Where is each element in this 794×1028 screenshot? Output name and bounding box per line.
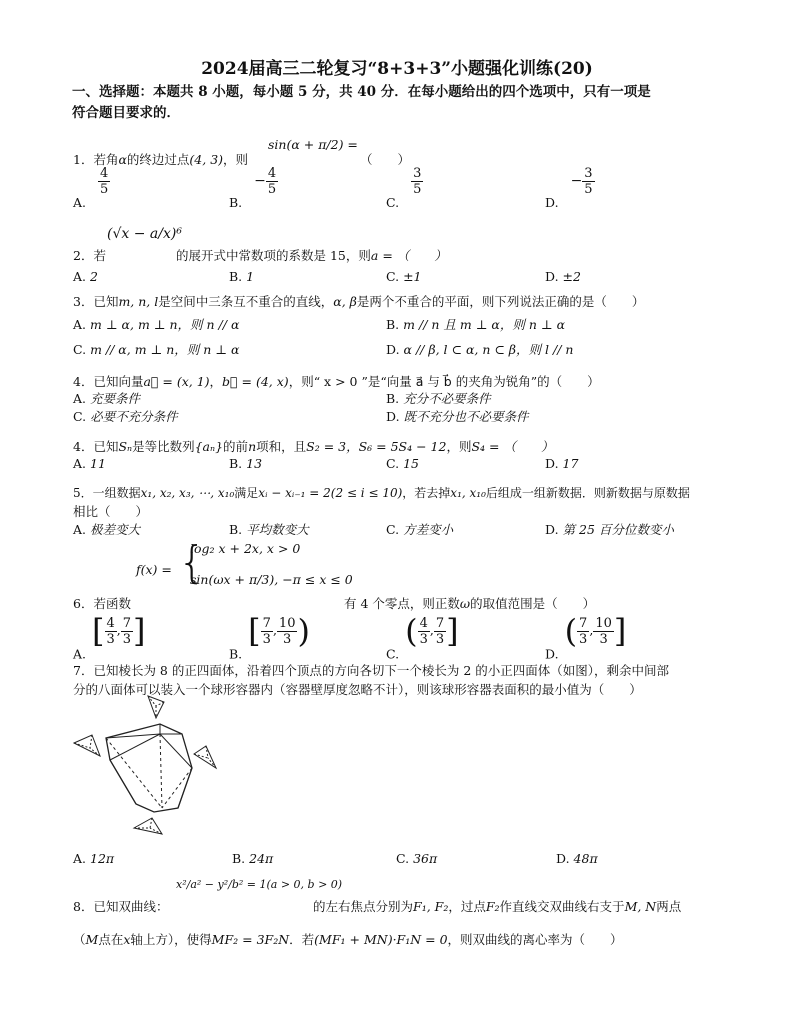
q6-case2 [190, 572, 353, 587]
q4a-option-c [73, 407, 178, 425]
option-label: C. [386, 195, 400, 210]
q5-cond: xᵢ − xᵢ₋₁ = 2(2 ≤ i ≤ 10) [258, 486, 403, 500]
option-label: B. [232, 851, 246, 866]
option-label: D. [545, 522, 559, 537]
option-label: C. [73, 342, 87, 357]
option-text: 36π [413, 851, 438, 866]
fraction-numerator: 7 [262, 615, 271, 631]
q1-point: (4, 3) [189, 152, 224, 167]
q8-text-e: 两点 [656, 899, 682, 914]
option-text: 极差变大 [90, 522, 141, 537]
fraction-numerator: 10 [595, 615, 612, 631]
q6-fx-label: f(x) = [136, 562, 172, 577]
option-label: B. [229, 456, 243, 471]
q4b-sn: Sₙ [118, 439, 133, 454]
q6-case1 [190, 541, 300, 556]
q5-text-a: 5．一组数据 [73, 486, 141, 500]
option-sign: − [570, 173, 583, 189]
q3-text-c: 是两个不重合的平面，则下列说法正确的是（ ） [356, 294, 645, 309]
interval-comma: , [116, 622, 121, 638]
q8-text-2b: 点在 [98, 932, 124, 947]
q2-option-d [545, 269, 581, 284]
interval-lower-fraction [261, 616, 273, 647]
option-text: 必要不充分条件 [90, 409, 178, 424]
q7-option-d [556, 851, 598, 866]
option-fraction [98, 166, 110, 197]
interval-comma: , [589, 622, 594, 638]
option-label: C. [73, 409, 87, 424]
q6-text-b: 有 4 个零点，则正数 [344, 596, 460, 611]
option-label: A. [73, 646, 87, 662]
option-label: C. [386, 269, 400, 284]
q4a-vector-b: b⃗ = (4, x) [222, 374, 289, 389]
section-header-line1: 一、选择题：本题共 8 小题，每小题 5 分，共 40 分．在每小题给出的四个选项中，只有一项是 [72, 84, 651, 100]
small-tetrahedron-right [194, 746, 216, 768]
fraction-numerator: 3 [413, 166, 422, 181]
q6-option-b [229, 612, 310, 662]
q8-stem-line1 [313, 897, 681, 915]
q4b-stem [73, 437, 553, 455]
option-label: D. [386, 342, 400, 357]
fraction-denominator: 3 [106, 631, 115, 647]
fraction-numerator: 7 [122, 615, 132, 631]
option-label: B. [229, 269, 243, 284]
option-label: D. [386, 409, 400, 424]
q5-option-b [229, 520, 309, 538]
q4b-cond: S₂ = 3，S₆ = 5S₄ − 12 [306, 439, 447, 454]
option-label: C. [386, 646, 400, 662]
q8-text-c: ，过点 [448, 899, 486, 914]
interval-right-bracket: ] [133, 612, 146, 650]
fraction-numerator: 4 [100, 166, 109, 181]
q1-option-a [73, 166, 110, 210]
q1-paren: （ ） [360, 152, 411, 167]
q2-option-a [73, 269, 98, 284]
q7-option-c [396, 851, 437, 866]
q4b-option-b [229, 456, 262, 471]
q7-stem-line2: 分的八面体可以装入一个球形容器内（容器壁厚度忽略不计），则该球形容器表面积的最小值为（ ） [73, 682, 642, 697]
q1-option-b [229, 166, 278, 210]
option-label: A. [73, 317, 87, 332]
q5-data: x₁, x₂, x₃, ⋯, x₁₀ [140, 486, 235, 500]
interval-lower-fraction [577, 616, 589, 647]
q5-stem-line2: 相比（ ） [73, 504, 149, 519]
option-text: ±1 [403, 269, 422, 284]
q3-option-d [386, 340, 573, 358]
main-octahedron [106, 724, 192, 812]
section-header-line2: 符合题目要求的． [72, 105, 180, 121]
option-text: 12π [90, 851, 115, 866]
q8-x: x [123, 932, 131, 947]
option-text: 24π [249, 851, 274, 866]
q4b-option-d [545, 456, 578, 471]
q1-expr: sin(α + π/2) = [268, 137, 358, 152]
interval-left-bracket: ( [405, 612, 418, 650]
option-label: D. [545, 269, 559, 284]
fraction-numerator: 3 [584, 166, 593, 181]
q8-text-2e: ，则双曲线的离心率为（ ） [447, 932, 623, 947]
option-label: A. [73, 391, 87, 406]
q4a-sep: ， [209, 374, 223, 389]
q4b-text-a: 4．已知 [73, 439, 119, 454]
q6-fx [136, 562, 172, 577]
q5-option-d [545, 520, 674, 538]
fraction-numerator: 7 [579, 615, 588, 631]
option-label: A. [73, 851, 87, 866]
q6-option-a [73, 612, 146, 662]
q8-mn: M, N [624, 899, 657, 914]
option-label: D. [556, 851, 570, 866]
q2-expr: (√x − a/x)⁶ [107, 226, 182, 242]
q8-f2: F₂ [485, 899, 500, 914]
q4b-option-a [73, 456, 106, 471]
q6-omega: ω [459, 596, 471, 611]
q3-option-b [386, 315, 565, 333]
option-text: 15 [403, 456, 419, 471]
fraction-numerator: 4 [419, 615, 428, 631]
q4a-option-d [386, 407, 529, 425]
option-text: 48π [573, 851, 598, 866]
q7-figure [70, 688, 230, 857]
q1-text-b: 的终边过点 [126, 152, 190, 167]
q4b-ask: S₄ = （ ） [471, 439, 554, 454]
q4a-text-a: 4．已知向量 [73, 374, 144, 389]
q2-var: a = （ ） [370, 248, 447, 263]
interval-right-bracket: ] [613, 612, 627, 650]
interval-upper-fraction [434, 616, 446, 647]
q7-option-b [232, 851, 273, 866]
q4a-option-b [386, 389, 491, 407]
fraction-denominator: 3 [262, 631, 271, 647]
q8-curve-text: x²/a² − y²/b² = 1(a > 0, b > 0) [176, 878, 343, 891]
q5-text-d: 后组成一组新数据．则新数据与原数据 [485, 486, 690, 500]
option-text: m // α, m ⊥ n，则 n ⊥ α [90, 342, 240, 357]
option-text: m ⊥ α, m ⊥ n，则 n // α [90, 317, 240, 332]
q3-text-a: 3．已知 [73, 294, 119, 309]
q6-case2-text: sin(ωx + π/3), −π ≤ x ≤ 0 [190, 572, 353, 587]
q8-cond2: (MF₁ + MN)·F₁N = 0 [314, 932, 448, 947]
q6-case1-text: log₂ x + 2x, x > 0 [190, 541, 301, 556]
option-text: 充要条件 [90, 391, 141, 406]
interval-upper-fraction [277, 616, 298, 647]
q1-text-a: 1．若角 [73, 152, 119, 167]
option-text: m // n 且 m ⊥ α，则 n ⊥ α [403, 317, 566, 332]
q6-stem-a: 6．若函数 [73, 596, 131, 611]
option-label: D. [545, 195, 559, 210]
q3-stem [73, 292, 644, 310]
q1-text-c: ，则 [223, 152, 249, 167]
fraction-denominator: 3 [283, 631, 292, 647]
q1-expression [268, 137, 358, 152]
q5-text-c: ，若去掉 [402, 486, 451, 500]
fraction-numerator: 10 [278, 615, 296, 631]
q2-stem-b [176, 246, 447, 264]
interval-left-bracket: [ [92, 612, 105, 650]
option-text: 方差变小 [403, 522, 454, 537]
q4a-stem [73, 372, 600, 390]
option-text: 平均数变大 [246, 522, 309, 537]
q8-text-2a: （ [73, 932, 86, 947]
q3-vars1: m, n, l [118, 294, 159, 309]
q6-brace: { [178, 537, 206, 588]
q2-text-a: 2．若 [73, 248, 106, 263]
q4b-option-c [386, 456, 419, 471]
option-text: ±2 [562, 269, 581, 284]
option-label: B. [229, 195, 243, 210]
interval-upper-fraction [121, 616, 133, 647]
q8-text-2c: 轴上方），使得 [130, 932, 212, 947]
option-label: A. [73, 522, 87, 537]
interval-comma: , [272, 622, 277, 638]
q4b-text-d: 项和，且 [256, 439, 307, 454]
q5-option-c [386, 520, 453, 538]
q1-alpha: α [118, 152, 127, 167]
fraction-denominator: 3 [435, 631, 445, 647]
q8-stem-a: 8．已知双曲线： [73, 899, 169, 914]
q7-option-a [73, 851, 114, 866]
q5-text-b: 满足 [234, 486, 259, 500]
option-label: B. [229, 646, 243, 662]
q8-curve [176, 878, 342, 891]
q4a-text-b: ，则“ x > 0 ”是“向量 a⃗ 与 b⃗ 的夹角为锐角”的（ ） [288, 374, 600, 389]
interval-left-bracket: ( [564, 612, 578, 650]
q5-removed: x₁, x₁₀ [450, 486, 486, 500]
interval-left-bracket: [ [248, 612, 261, 650]
q2-text-b: 的展开式中常数项的系数是 15，则 [176, 248, 371, 263]
option-text: 17 [562, 456, 579, 471]
q8-text-d: 作直线交双曲线右支于 [499, 899, 625, 914]
q8-text-b: 的左右焦点分别为 [313, 899, 414, 914]
q5-stem-line1 [73, 484, 690, 501]
q8-cond1: MF₂ = 3F₂N [211, 932, 290, 947]
q4b-text-e: ，则 [446, 439, 472, 454]
fraction-denominator: 5 [267, 182, 277, 197]
option-label: A. [73, 195, 87, 210]
option-text: 2 [90, 269, 98, 284]
q4b-an: {aₙ} [194, 439, 224, 454]
q8-m: M [85, 932, 99, 947]
fraction-denominator: 3 [419, 631, 428, 647]
q3-option-c [73, 340, 239, 358]
page-title: 2024届高三二轮复习“8+3+3”小题强化训练(20) [201, 59, 593, 79]
option-label: A. [73, 456, 87, 471]
option-label: C. [386, 456, 400, 471]
q2-option-b [229, 269, 254, 284]
fraction-denominator: 5 [413, 182, 422, 197]
q4b-text-b: 是等比数列 [132, 439, 195, 454]
option-text: 13 [246, 456, 263, 471]
option-text: 第 25 百分位数变小 [562, 522, 674, 537]
fraction-numerator: 7 [435, 615, 445, 631]
q8-foci: F₁, F₂ [413, 899, 449, 914]
interval-upper-fraction [593, 616, 614, 647]
option-fraction [582, 166, 594, 197]
octahedron-figure [70, 688, 230, 853]
fraction-denominator: 5 [100, 182, 109, 197]
option-fraction [266, 166, 278, 197]
q4a-option-a [73, 389, 140, 407]
fraction-denominator: 3 [599, 631, 608, 647]
option-label: B. [386, 317, 400, 332]
option-label: C. [386, 522, 400, 537]
option-label: D. [545, 456, 559, 471]
q8-stem-line2 [73, 930, 623, 948]
q3-option-a [73, 315, 239, 333]
q4b-text-c: 的前 [223, 439, 249, 454]
interval-comma: , [429, 622, 434, 638]
q6-stem-b [344, 594, 595, 612]
fraction-denominator: 3 [122, 631, 132, 647]
option-label: A. [73, 269, 87, 284]
q6-text-c: 的取值范围是（ ） [470, 596, 596, 611]
option-text: 1 [246, 269, 255, 284]
q2-option-c [386, 269, 422, 284]
q4b-n: n [248, 439, 257, 454]
interval-lower-fraction [418, 616, 430, 647]
fraction-numerator: 4 [267, 166, 277, 181]
option-label: C. [396, 851, 410, 866]
option-text: α // β, l ⊂ α, n ⊂ β，则 l // n [403, 342, 574, 357]
option-text: 11 [90, 456, 106, 471]
q1-option-c [386, 166, 423, 210]
fraction-denominator: 3 [579, 631, 588, 647]
q1-option-d [545, 166, 595, 210]
interval-right-bracket: ) [297, 612, 310, 650]
option-label: D. [545, 646, 559, 662]
q6-option-d [545, 612, 626, 662]
fraction-denominator: 5 [584, 182, 593, 197]
option-sign: − [254, 173, 266, 189]
option-fraction [411, 166, 423, 197]
q6-option-c [386, 612, 459, 662]
option-text: 既不充分也不必要条件 [403, 409, 529, 424]
interval-right-bracket: ] [446, 612, 459, 650]
q8-text-2d: ．若 [289, 932, 315, 947]
option-label: B. [229, 522, 243, 537]
option-label: B. [386, 391, 400, 406]
option-text: 充分不必要条件 [403, 391, 491, 406]
q3-text-b: 是空间中三条互不重合的直线， [158, 294, 334, 309]
q5-option-a [73, 520, 140, 538]
q7-stem-line1: 7．已知棱长为 8 的正四面体，沿着四个顶点的方向各切下一个棱长为 2 的小正四面体（如图），剩余中间部 [73, 663, 670, 678]
fraction-numerator: 4 [106, 615, 115, 631]
q2-expression [107, 226, 182, 242]
q4a-vector-a: a⃗ = (x, 1) [143, 374, 210, 389]
interval-lower-fraction [105, 616, 117, 647]
q3-vars2: α, β [333, 294, 357, 309]
q2-stem [73, 246, 106, 264]
